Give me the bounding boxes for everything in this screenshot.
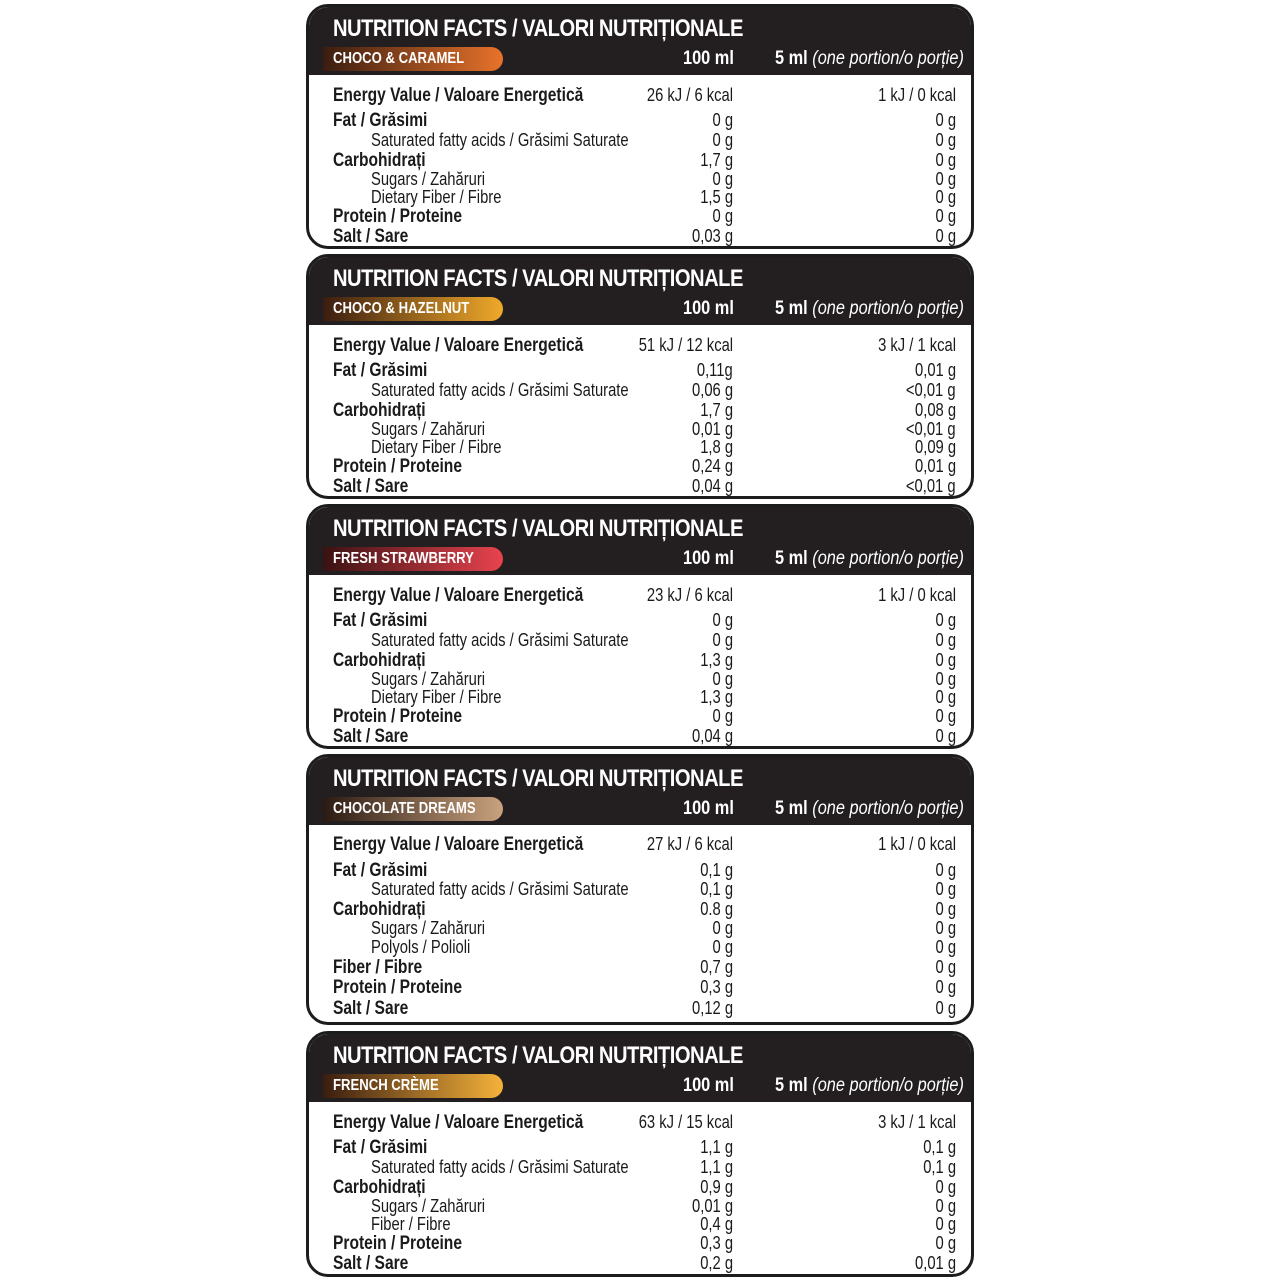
panel-title: NUTRITION FACTS / VALORI NUTRIȚIONALE (333, 15, 743, 42)
nutrient-label: Sugars / Zahăruri (371, 1196, 486, 1216)
nutrient-label: Carbohidrați (333, 899, 426, 920)
portion-note: (one portion/o porție) (812, 1075, 964, 1096)
value-per-100ml: 1,1 g (700, 1137, 733, 1157)
value-per-100ml: 1,8 g (700, 437, 733, 457)
nutrient-label: Fiber / Fibre (371, 1214, 451, 1234)
nutrition-panel (306, 254, 974, 499)
nutrient-label: Fat / Grăsimi (333, 610, 428, 631)
nutrient-row (309, 610, 971, 630)
nutrient-label: Saturated fatty acids / Grăsimi Saturate (371, 879, 629, 899)
value-per-portion: 0 g (935, 110, 956, 130)
column-header-portion (775, 798, 964, 820)
nutrient-row (309, 150, 971, 170)
value-per-100ml: 1,7 g (700, 400, 733, 420)
value-per-100ml: 0,1 g (700, 860, 733, 880)
nutrient-label: Dietary Fiber / Fibre (371, 687, 502, 707)
nutrient-row (309, 706, 971, 726)
nutrient-label: Energy Value / Valoare Energetică (333, 585, 584, 606)
value-per-100ml: 0 g (712, 169, 733, 189)
nutrient-label: Salt / Sare (333, 998, 409, 1019)
value-per-100ml: 0,04 g (691, 476, 733, 496)
nutrient-label: Protein / Proteine (333, 206, 462, 227)
nutrient-row (309, 937, 971, 957)
value-per-portion: 0 g (935, 1196, 956, 1216)
nutrient-label: Saturated fatty acids / Grăsimi Saturate (371, 130, 629, 150)
nutrient-label: Sugars / Zahăruri (371, 918, 486, 938)
value-per-portion: 0 g (935, 1214, 956, 1234)
portion-size: 5 ml (775, 48, 808, 69)
nutrient-label: Fat / Grăsimi (333, 110, 428, 131)
nutrient-label: Carbohidrați (333, 400, 426, 421)
value-per-100ml: 0 g (712, 706, 733, 726)
nutrient-label: Protein / Proteine (333, 977, 462, 998)
value-per-100ml: 0,1 g (700, 879, 733, 899)
value-per-100ml: 51 kJ / 12 kcal (638, 335, 733, 355)
value-per-portion: 0 g (935, 1233, 956, 1253)
nutrient-label: Energy Value / Valoare Energetică (333, 1112, 584, 1133)
column-header-portion (775, 548, 964, 570)
value-per-portion: 0 g (935, 206, 956, 226)
value-per-100ml: 27 kJ / 6 kcal (646, 834, 733, 854)
value-per-100ml: 0 g (712, 130, 733, 150)
value-per-portion: 1 kJ / 0 kcal (878, 585, 956, 605)
column-header-100ml: 100 ml (683, 798, 734, 819)
nutrient-label: Polyols / Polioli (371, 937, 471, 957)
nutrient-row (309, 456, 971, 476)
flavor-badge (323, 297, 503, 321)
value-per-100ml: 1,5 g (700, 187, 733, 207)
panel-title: NUTRITION FACTS / VALORI NUTRIȚIONALE (333, 265, 743, 292)
value-per-portion: 0 g (935, 650, 956, 670)
nutrient-row (309, 169, 971, 189)
nutrient-row (309, 476, 971, 496)
value-per-portion: 0 g (935, 957, 956, 977)
value-per-portion: 0 g (935, 977, 956, 997)
nutrient-label: Dietary Fiber / Fibre (371, 437, 502, 457)
nutrient-row (309, 380, 971, 400)
portion-size: 5 ml (775, 298, 808, 319)
panel-header (309, 757, 971, 825)
flavor-badge (323, 797, 503, 821)
panel-header (309, 507, 971, 575)
value-per-100ml: 0,7 g (700, 957, 733, 977)
value-per-portion: 1 kJ / 0 kcal (878, 85, 956, 105)
value-per-100ml: 1,3 g (700, 687, 733, 707)
nutrition-panel (306, 4, 974, 249)
panel-header (309, 257, 971, 325)
value-per-portion: 1 kJ / 0 kcal (878, 834, 956, 854)
value-per-100ml: 0,01 g (691, 1196, 733, 1216)
column-header-100ml: 100 ml (683, 48, 734, 69)
value-per-100ml: 0,24 g (691, 456, 733, 476)
value-per-100ml: 63 kJ / 15 kcal (638, 1112, 733, 1132)
portion-note: (one portion/o porție) (812, 798, 964, 819)
value-per-portion: 0,1 g (923, 1157, 956, 1177)
value-per-100ml: 0,3 g (700, 1233, 733, 1253)
nutrient-row (309, 998, 971, 1018)
nutrient-row (309, 400, 971, 420)
value-per-portion: <0,01 g (906, 476, 956, 496)
value-per-portion: 0 g (935, 610, 956, 630)
value-per-portion: 0 g (935, 860, 956, 880)
value-per-portion: 0,08 g (914, 400, 956, 420)
nutrient-label: Salt / Sare (333, 476, 409, 497)
panel-header (309, 1034, 971, 1102)
nutrient-label: Energy Value / Valoare Energetică (333, 85, 584, 106)
value-per-portion: 0 g (935, 918, 956, 938)
value-per-portion: 0,09 g (914, 437, 956, 457)
portion-note: (one portion/o porție) (812, 548, 964, 569)
nutrient-row (309, 437, 971, 457)
portion-note: (one portion/o porție) (812, 48, 964, 69)
value-per-portion: 3 kJ / 1 kcal (878, 1112, 956, 1132)
portion-size: 5 ml (775, 548, 808, 569)
nutrient-row (309, 1137, 971, 1157)
flavor-name: CHOCOLATE DREAMS (333, 800, 476, 817)
value-per-portion: 0 g (935, 150, 956, 170)
nutrient-label: Salt / Sare (333, 726, 409, 747)
nutrient-row (309, 1112, 971, 1132)
value-per-100ml: 0,03 g (691, 226, 733, 246)
value-per-100ml: 0,9 g (700, 1177, 733, 1197)
value-per-100ml: 1,7 g (700, 150, 733, 170)
nutrient-row (309, 687, 971, 707)
nutrient-row (309, 834, 971, 854)
value-per-100ml: 0.8 g (700, 899, 733, 919)
nutrient-row (309, 585, 971, 605)
value-per-100ml: 23 kJ / 6 kcal (646, 585, 733, 605)
nutrient-label: Fat / Grăsimi (333, 860, 428, 881)
value-per-portion: 0 g (935, 937, 956, 957)
panel-title: NUTRITION FACTS / VALORI NUTRIȚIONALE (333, 765, 743, 792)
nutrition-panel (306, 754, 974, 1025)
value-per-portion: 3 kJ / 1 kcal (878, 335, 956, 355)
nutrient-label: Protein / Proteine (333, 706, 462, 727)
nutrient-row (309, 1214, 971, 1234)
nutrition-panel (306, 504, 974, 749)
nutrient-label: Fat / Grăsimi (333, 360, 428, 381)
column-header-portion (775, 48, 964, 70)
flavor-name: FRESH STRAWBERRY (333, 550, 474, 567)
nutrient-row (309, 957, 971, 977)
value-per-portion: <0,01 g (906, 380, 956, 400)
nutrient-row (309, 187, 971, 207)
nutrient-row (309, 226, 971, 246)
value-per-100ml: 0 g (712, 669, 733, 689)
nutrient-label: Dietary Fiber / Fibre (371, 187, 502, 207)
value-per-100ml: 0,04 g (691, 726, 733, 746)
value-per-portion: 0 g (935, 879, 956, 899)
nutrient-row (309, 1177, 971, 1197)
flavor-name: CHOCO & CARAMEL (333, 50, 465, 67)
nutrient-row (309, 1196, 971, 1216)
nutrient-label: Carbohidrați (333, 150, 426, 171)
value-per-100ml: 1,3 g (700, 650, 733, 670)
nutrient-row (309, 879, 971, 899)
value-per-100ml: 26 kJ / 6 kcal (646, 85, 733, 105)
value-per-100ml: 0,3 g (700, 977, 733, 997)
value-per-portion: 0 g (935, 169, 956, 189)
value-per-portion: 0,01 g (914, 360, 956, 380)
nutrient-label: Energy Value / Valoare Energetică (333, 335, 584, 356)
nutrient-row (309, 899, 971, 919)
nutrient-label: Saturated fatty acids / Grăsimi Saturate (371, 1157, 629, 1177)
value-per-100ml: 0,01 g (691, 419, 733, 439)
panel-title: NUTRITION FACTS / VALORI NUTRIȚIONALE (333, 1042, 743, 1069)
nutrient-row (309, 977, 971, 997)
nutrient-row (309, 130, 971, 150)
value-per-portion: 0 g (935, 187, 956, 207)
portion-note: (one portion/o porție) (812, 298, 964, 319)
nutrient-label: Sugars / Zahăruri (371, 419, 486, 439)
flavor-badge (323, 1074, 503, 1098)
value-per-100ml: 0 g (712, 630, 733, 650)
value-per-portion: 0 g (935, 706, 956, 726)
nutrient-label: Carbohidrați (333, 650, 426, 671)
value-per-100ml: 0,2 g (700, 1253, 733, 1273)
nutrient-row (309, 726, 971, 746)
column-header-100ml: 100 ml (683, 1075, 734, 1096)
value-per-100ml: 1,1 g (700, 1157, 733, 1177)
nutrient-label: Energy Value / Valoare Energetică (333, 834, 584, 855)
nutrient-row (309, 669, 971, 689)
value-per-portion: 0,1 g (923, 1137, 956, 1157)
nutrient-row (309, 918, 971, 938)
portion-size: 5 ml (775, 1075, 808, 1096)
value-per-portion: 0,01 g (914, 456, 956, 476)
value-per-portion: <0,01 g (906, 419, 956, 439)
flavor-name: CHOCO & HAZELNUT (333, 300, 470, 317)
nutrient-row (309, 1233, 971, 1253)
value-per-100ml: 0 g (712, 918, 733, 938)
nutrient-row (309, 1253, 971, 1273)
nutrient-row (309, 630, 971, 650)
panel-header (309, 7, 971, 75)
value-per-portion: 0 g (935, 630, 956, 650)
nutrient-label: Protein / Proteine (333, 1233, 462, 1254)
nutrient-row (309, 650, 971, 670)
value-per-100ml: 0 g (712, 937, 733, 957)
portion-size: 5 ml (775, 798, 808, 819)
nutrient-row (309, 206, 971, 226)
column-header-100ml: 100 ml (683, 548, 734, 569)
column-header-100ml: 100 ml (683, 298, 734, 319)
value-per-100ml: 0,12 g (691, 998, 733, 1018)
value-per-portion: 0,01 g (914, 1253, 956, 1273)
nutrient-label: Salt / Sare (333, 1253, 409, 1274)
nutrient-row (309, 85, 971, 105)
value-per-100ml: 0,11g (697, 360, 733, 380)
value-per-portion: 0 g (935, 130, 956, 150)
nutrient-label: Fiber / Fibre (333, 957, 423, 978)
nutrient-label: Salt / Sare (333, 226, 409, 247)
nutrient-row (309, 1157, 971, 1177)
value-per-100ml: 0 g (712, 610, 733, 630)
nutrition-panel (306, 1031, 974, 1277)
flavor-badge (323, 547, 503, 571)
value-per-portion: 0 g (935, 687, 956, 707)
value-per-100ml: 0 g (712, 206, 733, 226)
value-per-portion: 0 g (935, 1177, 956, 1197)
nutrient-row (309, 110, 971, 130)
value-per-portion: 0 g (935, 726, 956, 746)
nutrient-row (309, 419, 971, 439)
value-per-portion: 0 g (935, 669, 956, 689)
nutrient-label: Sugars / Zahăruri (371, 169, 486, 189)
nutrient-label: Sugars / Zahăruri (371, 669, 486, 689)
panel-title: NUTRITION FACTS / VALORI NUTRIȚIONALE (333, 515, 743, 542)
value-per-100ml: 0 g (712, 110, 733, 130)
value-per-100ml: 0,4 g (700, 1214, 733, 1234)
nutrient-label: Saturated fatty acids / Grăsimi Saturate (371, 380, 629, 400)
value-per-portion: 0 g (935, 899, 956, 919)
value-per-100ml: 0,06 g (691, 380, 733, 400)
value-per-portion: 0 g (935, 998, 956, 1018)
nutrient-label: Protein / Proteine (333, 456, 462, 477)
nutrient-row (309, 360, 971, 380)
flavor-name: FRENCH CRÈME (333, 1077, 439, 1094)
nutrient-row (309, 860, 971, 880)
nutrient-row (309, 335, 971, 355)
nutrient-label: Carbohidrați (333, 1177, 426, 1198)
value-per-portion: 0 g (935, 226, 956, 246)
column-header-portion (775, 1075, 964, 1097)
column-header-portion (775, 298, 964, 320)
nutrient-label: Fat / Grăsimi (333, 1137, 428, 1158)
nutrient-label: Saturated fatty acids / Grăsimi Saturate (371, 630, 629, 650)
flavor-badge (323, 47, 503, 71)
